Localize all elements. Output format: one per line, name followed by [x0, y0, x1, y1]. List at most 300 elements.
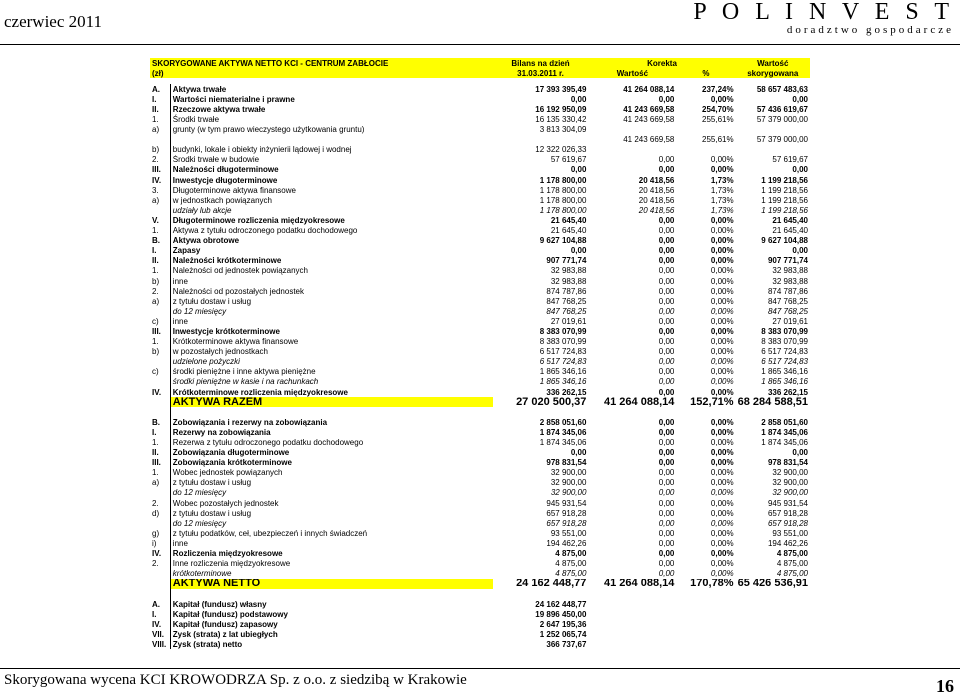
row-number [150, 589, 170, 599]
skorygowana-value: 945 931,54 [767, 498, 808, 508]
skorygowana-value [736, 145, 810, 155]
skorygowana-value: 1 874 345,06 [761, 427, 808, 437]
row-label: z tytułu dostaw i usług [170, 508, 492, 518]
bilans-value [493, 135, 589, 145]
row-label: Inwestycje krótkoterminowe [170, 326, 492, 336]
table-row [150, 286, 810, 296]
korekta-value: 0,00 [658, 438, 675, 448]
col-wartosc: Wartość [588, 68, 676, 78]
korekta-value [588, 589, 676, 599]
korekta-value: 0,00 [658, 538, 675, 548]
skorygowana-value [736, 629, 810, 639]
row-number: IV. [152, 619, 162, 629]
bilans-value: 1 252 065,74 [539, 629, 587, 639]
row-number: 2. [152, 286, 159, 296]
row-label: z tytułu dostaw i usług [170, 296, 492, 306]
korekta-value: 0,00 [658, 276, 675, 286]
korekta-pct: 255,61% [702, 135, 734, 145]
table-unit: (zł) [150, 68, 493, 78]
skorygowana-value: 57 619,67 [772, 155, 808, 165]
row-label: Inwestycje długoterminowe [170, 175, 492, 185]
skorygowana-value: 1 865 346,16 [761, 377, 808, 387]
row-label: udziały lub akcje [170, 205, 492, 215]
table-row [150, 276, 810, 286]
korekta-value: 20 418,56 [638, 205, 675, 215]
korekta-value: 0,00 [658, 316, 675, 326]
table-row [150, 498, 810, 508]
skorygowana-value: 1 865 346,16 [761, 367, 808, 377]
row-number: III. [152, 458, 161, 468]
table-row [150, 437, 810, 447]
bilans-value: 1 874 345,06 [539, 427, 587, 437]
korekta-value [588, 407, 676, 417]
bilans-value: 9 627 104,88 [539, 236, 587, 246]
table-row [150, 155, 810, 165]
skorygowana-value: 657 918,28 [767, 518, 808, 528]
skorygowana-value: 1 199 218,56 [761, 195, 808, 205]
row-number: b) [152, 145, 160, 155]
skorygowana-value: 32 983,88 [772, 266, 808, 276]
bilans-value: 4 875,00 [555, 549, 587, 559]
skorygowana-value: 32 900,00 [772, 488, 808, 498]
korekta-pct [676, 589, 735, 599]
skorygowana-value: 21 645,40 [772, 215, 808, 225]
korekta-value: 41 264 088,14 [623, 84, 675, 94]
korekta-pct: 0,00% [710, 569, 734, 579]
row-number: I. [152, 94, 157, 104]
table-row [150, 337, 810, 347]
table-header-row [150, 58, 810, 68]
row-number: 1. [152, 337, 159, 347]
table-row [150, 508, 810, 518]
korekta-pct: 0,00% [710, 306, 734, 316]
korekta-pct: 0,00% [710, 236, 734, 246]
table-row [150, 246, 810, 256]
skorygowana-value: 1 874 345,06 [761, 438, 808, 448]
row-label: Rezerwy na zobowiązania [170, 427, 492, 437]
row-label: do 12 miesięcy [170, 488, 492, 498]
row-number: c) [152, 316, 159, 326]
korekta-pct: 255,61% [702, 115, 734, 125]
polinvest-logo [693, 0, 954, 36]
bilans-value: 907 771,74 [546, 256, 587, 266]
table-row [150, 165, 810, 175]
korekta-value: 20 418,56 [638, 195, 675, 205]
korekta-value: 0,00 [658, 387, 675, 397]
row-number: 1. [152, 266, 159, 276]
korekta-value: 0,00 [658, 286, 675, 296]
korekta-pct: 0,00% [710, 498, 734, 508]
row-label: Krótkoterminowe rozliczenia międzyokresowe [170, 387, 492, 397]
col-bilans: Bilans na dzień [493, 58, 589, 68]
korekta-value: 0,00 [658, 498, 675, 508]
skorygowana-value: 6 517 724,83 [761, 357, 808, 367]
bilans-value: 847 768,25 [546, 306, 587, 316]
korekta-pct: 0,00% [710, 215, 734, 225]
skorygowana-value: 907 771,74 [767, 256, 808, 266]
table-row [150, 387, 810, 397]
row-label: AKTYWA NETTO [170, 579, 492, 589]
table-row [150, 347, 810, 357]
row-label: do 12 miesięcy [170, 306, 492, 316]
row-number: II. [152, 104, 159, 114]
table-row [150, 316, 810, 326]
row-number: 1. [152, 438, 159, 448]
row-number [150, 306, 170, 316]
row-number: 1. [152, 468, 159, 478]
bilans-value: 0,00 [570, 246, 587, 256]
korekta-value: 20 418,56 [638, 175, 675, 185]
row-number: a) [152, 195, 160, 205]
skorygowana-value: 4 875,00 [776, 559, 808, 569]
korekta-pct: 0,00% [710, 448, 734, 458]
korekta-pct: 0,00% [710, 438, 734, 448]
page-number: 16 [936, 676, 954, 696]
row-number: II. [152, 448, 159, 458]
document-date: czerwiec 2011 [4, 12, 103, 31]
bilans-value: 1 865 346,16 [539, 377, 587, 387]
skorygowana-value: 9 627 104,88 [761, 236, 808, 246]
bilans-value: 27 019,61 [550, 316, 587, 326]
korekta-pct: 0,00% [710, 528, 734, 538]
korekta-pct [676, 619, 735, 629]
table-row [150, 94, 810, 104]
row-number [150, 357, 170, 367]
korekta-value: 0,00 [658, 528, 675, 538]
table-row [150, 84, 810, 94]
bilans-value: 1 874 345,06 [539, 438, 587, 448]
row-number [150, 205, 170, 215]
row-label: w jednostkach powiązanych [170, 195, 492, 205]
korekta-value: 0,00 [658, 377, 675, 387]
table-row [150, 417, 810, 427]
row-number: VII. [152, 629, 165, 639]
skorygowana-value: 27 019,61 [772, 316, 808, 326]
table-row [150, 326, 810, 336]
col-skorygowana: skorygowana [736, 68, 810, 78]
row-number: IV. [152, 175, 162, 185]
row-label: Zobowiązania długoterminowe [170, 448, 492, 458]
skorygowana-value: 978 831,54 [767, 458, 808, 468]
skorygowana-value: 8 383 070,99 [761, 326, 808, 336]
skorygowana-value: 874 787,86 [767, 286, 808, 296]
skorygowana-value [736, 589, 810, 599]
skorygowana-value [736, 407, 810, 417]
row-label: z tytułu podatków, ceł, ubezpieczeń i innych świadczeń [170, 528, 492, 538]
table-row [150, 205, 810, 215]
korekta-pct: 0,00% [710, 549, 734, 559]
skorygowana-value: 93 551,00 [772, 528, 808, 538]
korekta-value [588, 145, 676, 155]
row-label: inne [170, 538, 492, 548]
table-row [150, 306, 810, 316]
skorygowana-value: 0,00 [792, 165, 808, 175]
col-bilans-date: 31.03.2011 r. [493, 68, 589, 78]
bilans-value [493, 589, 589, 599]
bilans-value: 16 135 330,42 [535, 115, 587, 125]
row-label: budynki, lokale i obiekty inżynierii lądowej i wodnej [170, 145, 492, 155]
row-number: V. [152, 215, 159, 225]
bilans-value: 32 983,88 [550, 266, 587, 276]
skorygowana-value [736, 125, 810, 135]
bilans-value: 0,00 [570, 165, 587, 175]
row-label: Kapitał (fundusz) własny [170, 599, 492, 609]
skorygowana-value: 32 900,00 [772, 468, 808, 478]
korekta-value: 0,00 [658, 306, 675, 316]
bilans-value: 1 178 800,00 [539, 185, 587, 195]
korekta-pct [676, 609, 735, 619]
korekta-value: 0,00 [658, 488, 675, 498]
row-label: Aktywa obrotowe [170, 236, 492, 246]
bilans-value: 19 896 450,00 [535, 609, 587, 619]
col-pct: % [676, 68, 735, 78]
row-label: Aktywa trwałe [170, 84, 492, 94]
table-row [150, 145, 810, 155]
row-label: AKTYWA RAZEM [170, 397, 492, 407]
korekta-pct: 0,00% [710, 94, 734, 104]
table-row [150, 468, 810, 478]
bilans-value: 0,00 [570, 94, 587, 104]
korekta-pct: 0,00% [710, 367, 734, 377]
table-row [150, 256, 810, 266]
row-number: a) [152, 125, 160, 135]
table-row [150, 569, 810, 579]
korekta-pct: 0,00% [710, 518, 734, 528]
row-label: Zysk (strata) z lat ubiegłych [170, 629, 492, 639]
korekta-pct: 0,00% [710, 347, 734, 357]
bilans-value: 657 918,28 [546, 518, 587, 528]
korekta-pct [676, 125, 735, 135]
row-label: Wartości niematerialne i prawne [170, 94, 492, 104]
table-row [150, 195, 810, 205]
bilans-value: 24 162 448,77 [516, 578, 587, 589]
row-number: A. [152, 599, 160, 609]
row-number: i) [152, 538, 157, 548]
row-label: Wobec jednostek powiązanych [170, 468, 492, 478]
row-label: Długoterminowe rozliczenia międzyokresowe [170, 215, 492, 225]
table-row [150, 135, 810, 145]
table-row [150, 589, 810, 599]
bilans-value: 874 787,86 [546, 286, 587, 296]
row-label [170, 135, 492, 145]
row-label: z tytułu dostaw i usług [170, 478, 492, 488]
korekta-pct: 0,00% [710, 417, 734, 427]
bilans-value: 32 900,00 [550, 478, 587, 488]
row-number [150, 518, 170, 528]
korekta-pct: 0,00% [710, 316, 734, 326]
table-row [150, 599, 810, 609]
korekta-pct: 0,00% [710, 478, 734, 488]
balance-table [150, 58, 810, 649]
korekta-pct: 1,73% [710, 195, 734, 205]
row-number: I. [152, 609, 157, 619]
table-row [150, 518, 810, 528]
row-number: IV. [152, 549, 162, 559]
table-row [150, 639, 810, 649]
korekta-value [588, 609, 676, 619]
korekta-pct [676, 629, 735, 639]
korekta-value: 0,00 [658, 468, 675, 478]
bilans-value: 2 858 051,60 [539, 417, 587, 427]
bilans-value: 21 645,40 [550, 215, 587, 225]
korekta-value: 0,00 [658, 417, 675, 427]
korekta-value: 41 264 088,14 [604, 578, 675, 589]
row-label: Należności od jednostek powiązanych [170, 266, 492, 276]
skorygowana-value: 21 645,40 [772, 226, 808, 236]
table-row [150, 377, 810, 387]
korekta-value [588, 599, 676, 609]
korekta-value: 41 243 669,58 [623, 104, 675, 114]
korekta-pct: 0,00% [710, 357, 734, 367]
bilans-value: 24 162 448,77 [535, 599, 587, 609]
row-label: Rzeczowe aktywa trwałe [170, 104, 492, 114]
bilans-value: 847 768,25 [546, 296, 587, 306]
skorygowana-value: 6 517 724,83 [761, 347, 808, 357]
skorygowana-value: 0,00 [792, 94, 808, 104]
bilans-value: 8 383 070,99 [539, 337, 587, 347]
korekta-value: 0,00 [658, 337, 675, 347]
table-row [150, 427, 810, 437]
row-label: Długoterminowe aktywa finansowe [170, 185, 492, 195]
row-number: II. [152, 256, 159, 266]
korekta-pct: 0,00% [710, 488, 734, 498]
table-row [150, 458, 810, 468]
korekta-pct: 0,00% [710, 427, 734, 437]
korekta-value: 0,00 [658, 478, 675, 488]
korekta-value: 0,00 [658, 266, 675, 276]
col-wartosc2: Wartość [736, 58, 810, 68]
table-row [150, 579, 810, 589]
bilans-value: 194 462,26 [546, 538, 587, 548]
logo-main: P O L I N V E S T [693, 0, 954, 25]
row-number [150, 579, 170, 589]
bilans-value: 57 619,67 [550, 155, 587, 165]
korekta-pct: 0,00% [710, 155, 734, 165]
row-number: b) [152, 276, 160, 286]
table-row [150, 448, 810, 458]
row-label: Należności od pozostałych jednostek [170, 286, 492, 296]
row-label: inne [170, 316, 492, 326]
bilans-value: 3 813 304,09 [539, 125, 587, 135]
bilans-value: 1 178 800,00 [539, 205, 587, 215]
table-row [150, 407, 810, 417]
row-number: III. [152, 165, 161, 175]
row-number: VIII. [152, 639, 167, 649]
row-number: B. [152, 236, 160, 246]
korekta-pct: 237,24% [702, 84, 734, 94]
bilans-value: 93 551,00 [550, 528, 587, 538]
korekta-pct: 1,73% [710, 175, 734, 185]
korekta-pct: 0,00% [710, 256, 734, 266]
korekta-value: 0,00 [658, 518, 675, 528]
table-row [150, 175, 810, 185]
bilans-value: 6 517 724,83 [539, 347, 587, 357]
korekta-value: 0,00 [658, 427, 675, 437]
skorygowana-value: 847 768,25 [767, 306, 808, 316]
korekta-pct: 0,00% [710, 387, 734, 397]
korekta-value: 0,00 [658, 559, 675, 569]
korekta-pct: 254,70% [702, 104, 734, 114]
table-row [150, 226, 810, 236]
korekta-pct: 0,00% [710, 508, 734, 518]
skorygowana-value: 0,00 [792, 448, 808, 458]
skorygowana-value: 4 875,00 [776, 549, 808, 559]
skorygowana-value: 57 379 000,00 [756, 135, 808, 145]
row-label: do 12 miesięcy [170, 518, 492, 528]
row-label: Środki trwałe [170, 114, 492, 124]
korekta-value: 0,00 [658, 367, 675, 377]
row-label: Rezerwa z tytułu odroczonego podatku dochodowego [170, 437, 492, 447]
korekta-value: 0,00 [658, 236, 675, 246]
bilans-value: 27 020 500,37 [516, 397, 587, 408]
row-label: Wobec pozostałych jednostek [170, 498, 492, 508]
row-number [150, 397, 170, 407]
row-label: krótkoterminowe [170, 569, 492, 579]
row-number: A. [152, 84, 160, 94]
korekta-value: 0,00 [658, 165, 675, 175]
korekta-pct: 0,00% [710, 165, 734, 175]
bilans-value: 16 192 950,09 [535, 104, 587, 114]
korekta-pct: 152,71% [690, 397, 734, 408]
korekta-value: 0,00 [658, 226, 675, 236]
bilans-value: 17 393 395,49 [535, 84, 587, 94]
row-number: 1. [152, 115, 159, 125]
bilans-value: 336 262,15 [546, 387, 587, 397]
korekta-pct: 0,00% [710, 377, 734, 387]
korekta-value [588, 619, 676, 629]
skorygowana-value [736, 619, 810, 629]
korekta-pct: 0,00% [710, 538, 734, 548]
row-number: 1. [152, 226, 159, 236]
row-label: Aktywa z tytułu odroczonego podatku dochodowego [170, 226, 492, 236]
row-number: g) [152, 528, 160, 538]
skorygowana-value: 1 199 218,56 [761, 205, 808, 215]
skorygowana-value: 65 426 536,91 [737, 578, 808, 589]
korekta-value: 0,00 [658, 569, 675, 579]
row-label: Inne rozliczenia międzyokresowe [170, 559, 492, 569]
table-row [150, 549, 810, 559]
korekta-pct: 0,00% [710, 226, 734, 236]
row-number: c) [152, 367, 159, 377]
korekta-value: 41 243 669,58 [623, 135, 675, 145]
row-label: Należności krótkoterminowe [170, 256, 492, 266]
row-number: b) [152, 347, 160, 357]
skorygowana-value: 32 900,00 [772, 478, 808, 488]
row-label: Zysk (strata) netto [170, 639, 492, 649]
korekta-pct: 0,00% [710, 296, 734, 306]
skorygowana-value: 4 875,00 [776, 569, 808, 579]
table-row [150, 488, 810, 498]
bilans-value: 32 983,88 [550, 276, 587, 286]
korekta-value: 0,00 [658, 256, 675, 266]
table-row [150, 357, 810, 367]
skorygowana-value [736, 639, 810, 649]
row-number [150, 569, 170, 579]
bilans-value: 32 900,00 [550, 468, 587, 478]
row-number: III. [152, 326, 161, 336]
footer-text: Skorygowana wycena KCI KROWODRZA Sp. z o.o. z siedzibą w Krakowie [4, 672, 467, 688]
table-row [150, 538, 810, 548]
korekta-pct: 0,00% [710, 246, 734, 256]
korekta-pct: 0,00% [710, 559, 734, 569]
korekta-value: 41 264 088,14 [604, 397, 675, 408]
korekta-value: 0,00 [658, 215, 675, 225]
col-korekta: Korekta [588, 58, 735, 68]
table-row [150, 609, 810, 619]
row-number: 2. [152, 155, 159, 165]
korekta-value: 0,00 [658, 246, 675, 256]
row-label: udzielone pożyczki [170, 357, 492, 367]
